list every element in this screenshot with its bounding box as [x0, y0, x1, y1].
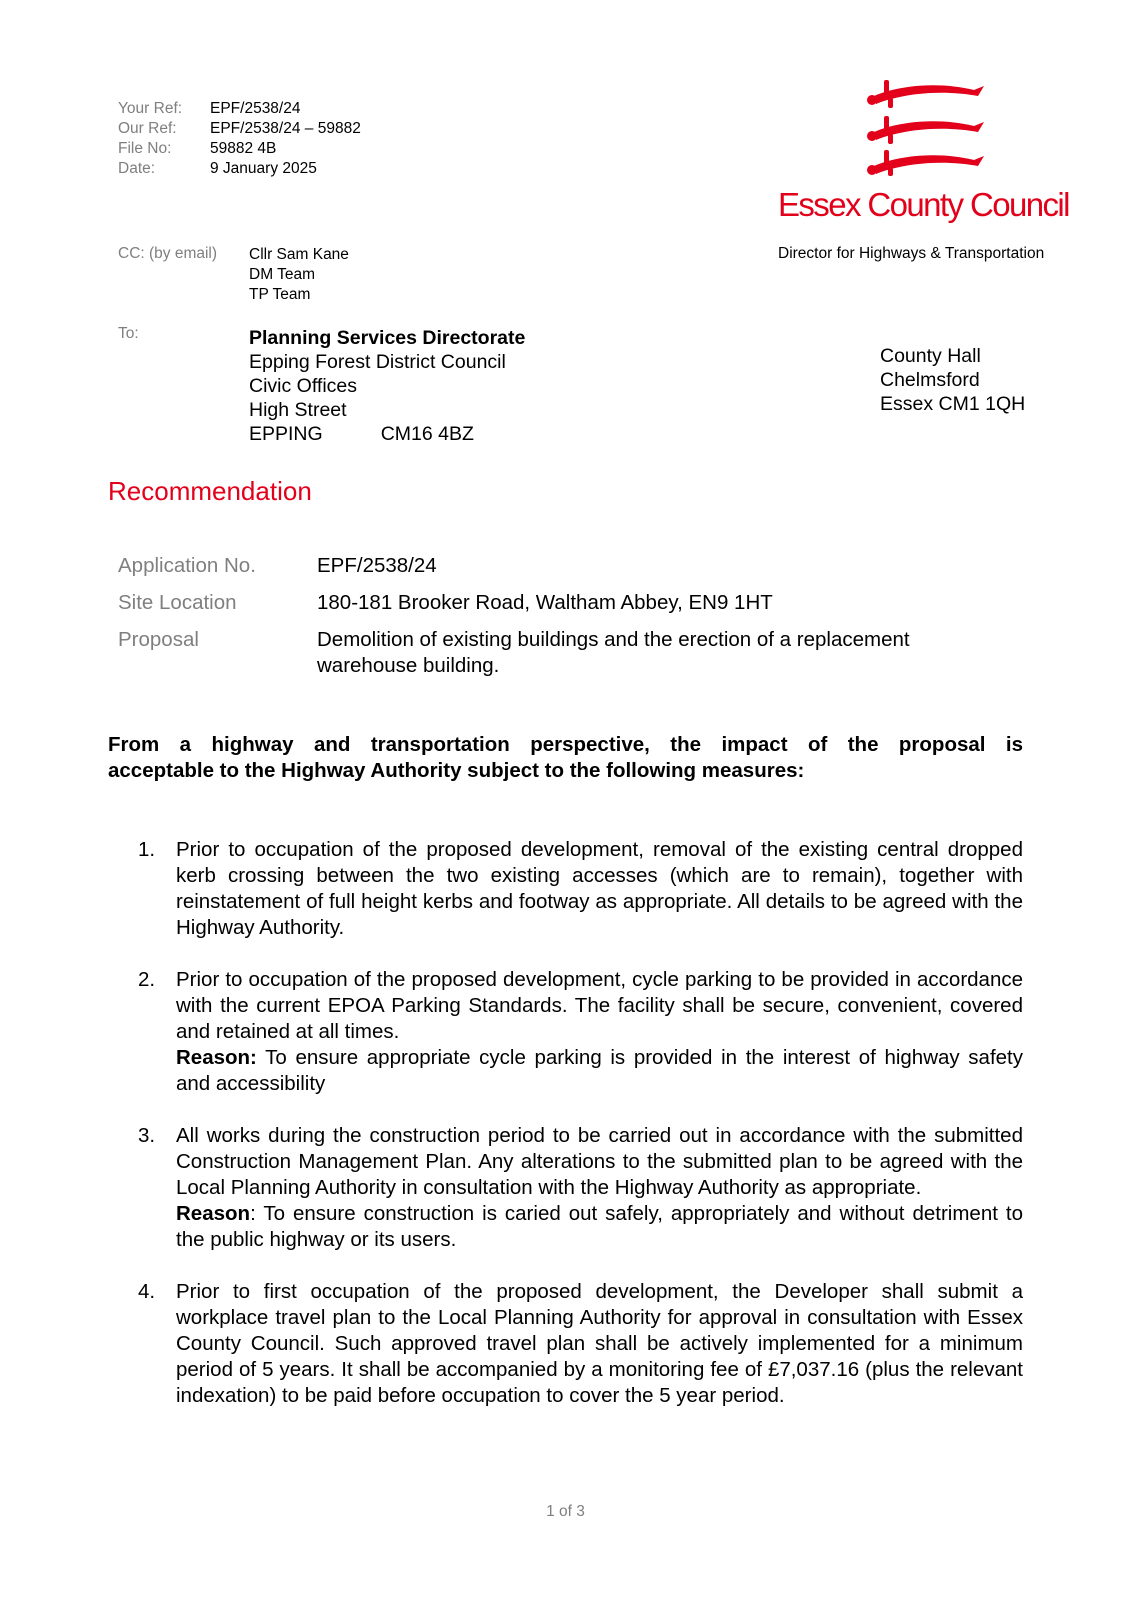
application-row — [118, 553, 997, 579]
application-no-label: Application No. — [118, 554, 256, 577]
recommendation-statement — [108, 732, 1023, 784]
file-no-label: File No: — [118, 140, 172, 157]
sender-address-line: Chelmsford — [880, 369, 980, 391]
condition-number: 1. — [138, 838, 156, 861]
date-row — [118, 159, 361, 179]
application-row — [118, 590, 997, 616]
condition-body — [176, 1279, 1023, 1409]
statement-line: From a highway and transportation perspective, the impact of the proposal is — [108, 733, 1023, 756]
proposal-label: Proposal — [118, 628, 199, 651]
conditions-list — [138, 837, 1023, 1435]
recipient-postcode: CM16 4BZ — [380, 423, 474, 445]
reason-label: Reason — [176, 1202, 251, 1225]
file-no-value: 59882 4B — [210, 140, 277, 157]
reason-text: To ensure appropriate cycle parking is provided in the interest of highway safety and accessibility — [176, 1046, 1023, 1095]
site-location-label: Site Location — [118, 591, 237, 614]
statement-line: acceptable to the Highway Authority subject to the following measures: — [108, 759, 805, 782]
condition-text: Prior to first occupation of the proposed development, the Developer shall submit a workplace travel plan to the Local Planning Authority for approval in consultation with Essex County Council. Such approved travel plan shall be actively implemented for a minimum period of 5 years. It shall be accompanied by a monitoring fee of £7,037.16 (plus the relevant indexation) to be paid before occupation to cover the 5 year period. — [176, 1280, 1023, 1407]
condition-body — [176, 837, 1023, 941]
our-ref-row — [118, 119, 361, 139]
three-seaxes-icon — [862, 76, 992, 180]
site-location-value: 180-181 Brooker Road, Waltham Abbey, EN9 1HT — [317, 591, 773, 614]
condition-number: 4. — [138, 1280, 156, 1303]
condition-item — [138, 1123, 1023, 1253]
condition-reason — [176, 1201, 1023, 1253]
address-line: Epping Forest District Council — [249, 351, 506, 373]
town-postcode-row — [249, 422, 525, 446]
application-no-value: EPF/2538/24 — [317, 554, 437, 577]
to-label: To: — [118, 325, 139, 342]
cc-recipient: TP Team — [249, 286, 311, 303]
address-line: High Street — [249, 399, 347, 421]
our-ref-value: EPF/2538/24 – 59882 — [210, 120, 361, 137]
reason-label: Reason: — [176, 1046, 257, 1069]
sender-address-line: County Hall — [880, 345, 981, 367]
cc-recipients — [249, 245, 349, 305]
your-ref-value: EPF/2538/24 — [210, 100, 301, 117]
condition-body — [176, 1123, 1023, 1253]
application-details — [118, 553, 997, 690]
date-label: Date: — [118, 160, 156, 177]
our-ref-label: Our Ref: — [118, 120, 177, 137]
condition-reason — [176, 1045, 1023, 1097]
recipient-name: Planning Services Directorate — [249, 327, 526, 349]
condition-text: Prior to occupation of the proposed development, cycle parking to be provided in accordance with the current EPOA Parking Standards. The facility shall be secure, convenient, covered and retained at all times. — [176, 968, 1023, 1043]
council-logo-text: Essex County Council — [778, 186, 1069, 223]
proposal-value: Demolition of existing buildings and the erection of a replacement warehouse building. — [317, 628, 910, 677]
date-value: 9 January 2025 — [210, 160, 317, 177]
condition-text: All works during the construction period to be carried out in accordance with the submitted Construction Management Plan. Any alterations to the submitted plan to be agreed with the Local Planning Authority in consultation with the Highway Authority as appropriate. — [176, 1124, 1023, 1199]
application-row — [118, 627, 997, 679]
reference-block — [118, 99, 361, 179]
page-number: 1 of 3 — [546, 1503, 585, 1520]
address-line: Civic Offices — [249, 375, 357, 397]
cc-recipient: Cllr Sam Kane — [249, 246, 349, 263]
condition-text: Prior to occupation of the proposed development, removal of the existing central dropped kerb crossing between the two existing accesses (which are to remain), together with reinstatement of full height kerbs and footway as appropriate. All details to be agreed with the Highway Authority. — [176, 838, 1023, 939]
director-title: Director for Highways & Transportation — [778, 245, 1045, 262]
condition-number: 3. — [138, 1124, 156, 1147]
condition-number: 2. — [138, 968, 156, 991]
condition-item — [138, 967, 1023, 1097]
sender-address — [880, 344, 1025, 416]
recipient-address — [249, 326, 525, 446]
recommendation-heading: Recommendation — [108, 476, 312, 506]
your-ref-row — [118, 99, 361, 119]
sender-address-line: Essex CM1 1QH — [880, 393, 1026, 415]
file-no-row — [118, 139, 361, 159]
condition-item — [138, 837, 1023, 941]
reason-text: : To ensure construction is caried out safely, appropriately and without detriment to the public highway or its users. — [176, 1202, 1023, 1251]
condition-item — [138, 1279, 1023, 1409]
cc-recipient: DM Team — [249, 266, 316, 283]
your-ref-label: Your Ref: — [118, 100, 183, 117]
recipient-town: EPPING — [249, 423, 323, 445]
cc-label: CC: (by email) — [118, 245, 218, 262]
condition-body — [176, 967, 1023, 1097]
